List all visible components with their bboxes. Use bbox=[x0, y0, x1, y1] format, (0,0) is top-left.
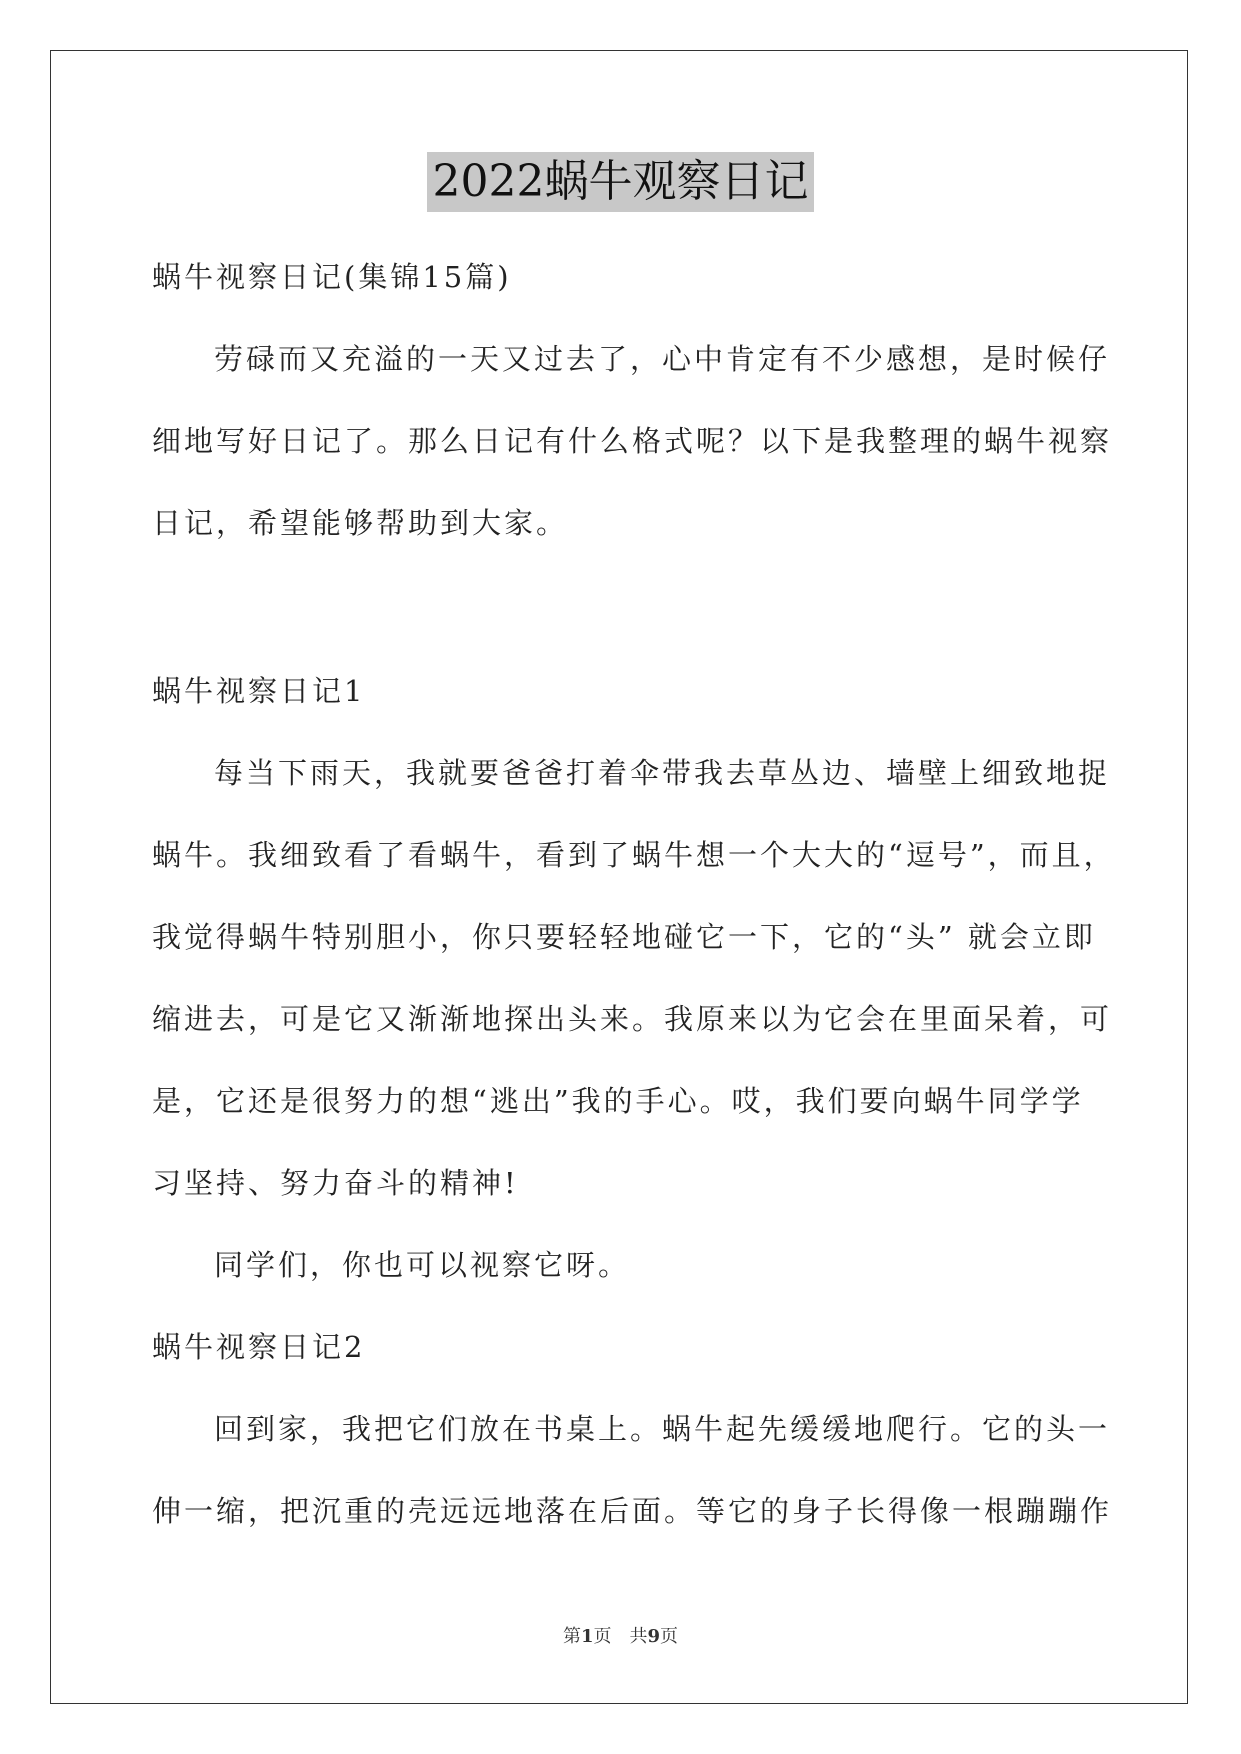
text-line: 伸一缩，把沉重的壳远远地落在后面。等它的身子长得像一根蹦蹦作 bbox=[152, 1494, 1113, 1528]
footer-prefix: 第 bbox=[562, 1626, 581, 1647]
text-line: 日记，希望能够帮助到大家。 bbox=[152, 506, 569, 540]
footer-mid: 页 共 bbox=[593, 1626, 648, 1647]
text-line: 蜗牛视察日记2 bbox=[152, 1330, 366, 1364]
footer-page-number: 1 bbox=[580, 1626, 594, 1647]
text-line: 同学们，你也可以视察它呀。 bbox=[214, 1248, 631, 1282]
text-line: 回到家，我把它们放在书桌上。蜗牛起先缓缓地爬行。它的头一 bbox=[214, 1412, 1111, 1446]
footer-total-pages: 9 bbox=[647, 1626, 661, 1647]
text-line: 蜗牛。我细致看了看蜗牛，看到了蜗牛想一个大大的“逗号”，而且， bbox=[152, 838, 1116, 872]
text-line: 劳碌而又充溢的一天又过去了，心中肯定有不少感想，是时候仔 bbox=[214, 342, 1111, 376]
page-footer bbox=[0, 1622, 1241, 1648]
text-line: 缩进去，可是它又渐渐地探出头来。我原来以为它会在里面呆着，可 bbox=[152, 1002, 1113, 1036]
text-line: 细地写好日记了。那么日记有什么格式呢？以下是我整理的蜗牛视察 bbox=[152, 424, 1113, 458]
section-gap bbox=[152, 564, 1092, 650]
document-body bbox=[152, 236, 1116, 1552]
footer-suffix: 页 bbox=[660, 1626, 679, 1647]
text-line: 我觉得蜗牛特别胆小，你只要轻轻地碰它一下，它的“头” 就会立即 bbox=[152, 920, 1096, 954]
title-container bbox=[0, 152, 1241, 212]
text-line: 习坚持、努力奋斗的精神! bbox=[152, 1166, 519, 1200]
text-line: 每当下雨天，我就要爸爸打着伞带我去草丛边、墙壁上细致地捉 bbox=[214, 756, 1111, 790]
text-line: 蜗牛视察日记1 bbox=[152, 674, 366, 708]
text-line: 蜗牛视察日记(集锦15篇) bbox=[152, 260, 512, 294]
document-title: 2022蜗牛观察日记 bbox=[427, 152, 815, 212]
text-line: 是，它还是很努力的想“逃出”我的手心。哎，我们要向蜗牛同学学 bbox=[152, 1084, 1084, 1118]
